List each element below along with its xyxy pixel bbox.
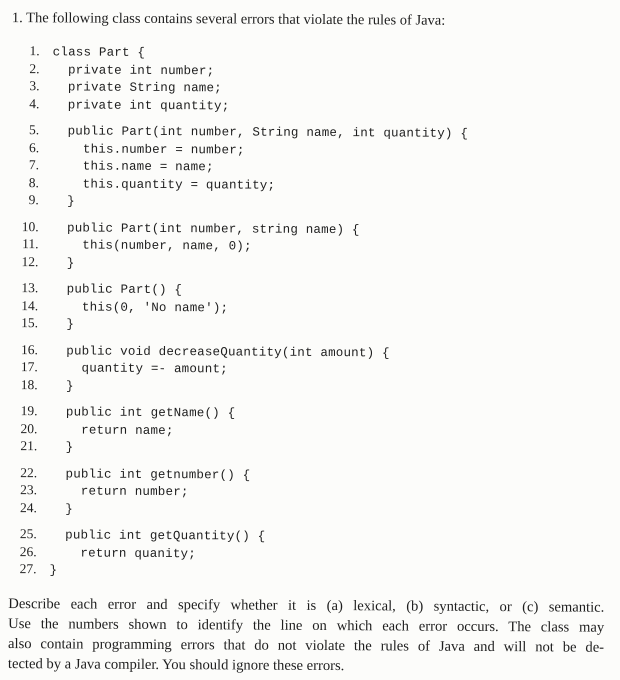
footer-text-line: tected by a Java compiler. You should ignore these errors. xyxy=(7,655,345,674)
code-line xyxy=(12,61,608,82)
code-line-text: return name; xyxy=(50,422,174,438)
code-line-number: 6. xyxy=(28,139,40,155)
code-line-number: 5. xyxy=(29,122,40,138)
code-line xyxy=(9,421,605,442)
code-line-number: 1. xyxy=(29,43,40,59)
code-line-text: this.number = number; xyxy=(52,141,245,157)
code-line xyxy=(11,157,607,178)
code-line-text: private int quantity; xyxy=(52,97,230,113)
code-line xyxy=(9,482,605,503)
code-line xyxy=(9,544,605,565)
code-line-number: 27. xyxy=(19,561,37,577)
code-line xyxy=(10,298,606,319)
code-line-number: 12. xyxy=(21,253,39,269)
code-line-number: 3. xyxy=(29,78,40,94)
code-line-number: 22. xyxy=(20,464,38,480)
code-line-number: 7. xyxy=(28,157,40,173)
code-line-text: } xyxy=(49,501,74,516)
code-line xyxy=(11,140,607,161)
code-line-number: 13. xyxy=(21,280,39,296)
code-line-number: 9. xyxy=(28,192,39,208)
code-line xyxy=(9,403,605,424)
code-line-text: } xyxy=(51,255,75,270)
code-line-text: public Part() { xyxy=(51,282,183,298)
code-line xyxy=(9,465,605,486)
code-line-number: 21. xyxy=(20,438,38,454)
code-line xyxy=(11,96,607,117)
code-line xyxy=(10,254,606,275)
code-line-text: public int getnumber() { xyxy=(50,466,251,483)
code-line xyxy=(12,43,608,64)
code-line-number: 24. xyxy=(19,499,37,515)
code-line xyxy=(10,236,606,257)
code-line-text: quantity =- amount; xyxy=(50,361,228,377)
footer-text-line: Use the numbers shown to identify the line on which each error occurs. The class may xyxy=(8,615,605,636)
code-line-text: private String name; xyxy=(52,80,222,96)
code-line-number: 14. xyxy=(21,297,39,313)
footer-text-line: Describe each error and specify whether it is (a) lexical, (b) syntactic, or (c) semantic. xyxy=(8,595,605,616)
code-line-number: 25. xyxy=(19,526,37,542)
code-line-number: 20. xyxy=(20,420,38,436)
code-line-number: 10. xyxy=(21,218,39,234)
code-line xyxy=(9,526,605,547)
code-line-text: public int getQuantity() { xyxy=(49,528,266,544)
code-line xyxy=(10,342,606,363)
code-line xyxy=(10,280,606,301)
code-line-number: 15. xyxy=(21,315,39,331)
code-line xyxy=(11,219,607,240)
code-line-text: } xyxy=(50,440,74,455)
code-line-text: public void decreaseQuantity(int amount) { xyxy=(50,343,390,360)
code-line-text: public int getName() { xyxy=(50,405,236,421)
code-listing xyxy=(8,43,607,582)
code-line xyxy=(11,122,607,143)
code-line-text: this.name = name; xyxy=(51,159,214,175)
code-line xyxy=(9,438,605,459)
code-line-number: 26. xyxy=(19,543,37,559)
code-line-number: 4. xyxy=(29,95,40,111)
question-intro: 1. The following class contains several errors that violate the rules of Java: xyxy=(11,10,446,29)
code-line-number: 17. xyxy=(20,359,38,375)
code-line xyxy=(11,78,607,99)
code-line xyxy=(9,500,605,521)
code-line-text: } xyxy=(51,194,75,209)
code-line-text: private int number; xyxy=(52,62,215,78)
code-line-text: return quanity; xyxy=(49,545,196,561)
code-line-text: this.quantity = quantity; xyxy=(51,176,276,193)
code-line-number: 16. xyxy=(20,341,38,357)
footer-text-line: also contain programming errors that do not violate the rules of Java and will not be de- xyxy=(8,635,605,656)
code-line-text: } xyxy=(50,378,74,393)
code-line-number: 8. xyxy=(28,174,39,190)
code-line-text: class Part { xyxy=(52,45,146,60)
code-line-number: 23. xyxy=(20,482,38,498)
code-line-text: public Part(int number, string name) { xyxy=(51,220,360,237)
code-line xyxy=(10,359,606,380)
code-line-number: 11. xyxy=(22,236,39,252)
code-line-text: this(0, 'No name'); xyxy=(51,299,229,315)
code-line-number: 2. xyxy=(29,60,40,76)
code-line-text: } xyxy=(50,317,75,332)
code-line-number: 18. xyxy=(20,376,38,392)
code-line-text: this(number, name, 0); xyxy=(51,238,252,254)
code-line xyxy=(8,561,604,582)
code-line-number: 19. xyxy=(20,403,38,419)
code-line xyxy=(10,315,606,336)
code-line xyxy=(10,377,606,398)
code-line-text: return number; xyxy=(49,484,189,500)
code-line xyxy=(11,192,607,213)
code-line-text: } xyxy=(49,563,58,578)
code-line-text: public Part(int number, String name, int quantity) { xyxy=(52,124,469,141)
question-footer xyxy=(8,594,604,678)
code-line xyxy=(11,175,607,196)
